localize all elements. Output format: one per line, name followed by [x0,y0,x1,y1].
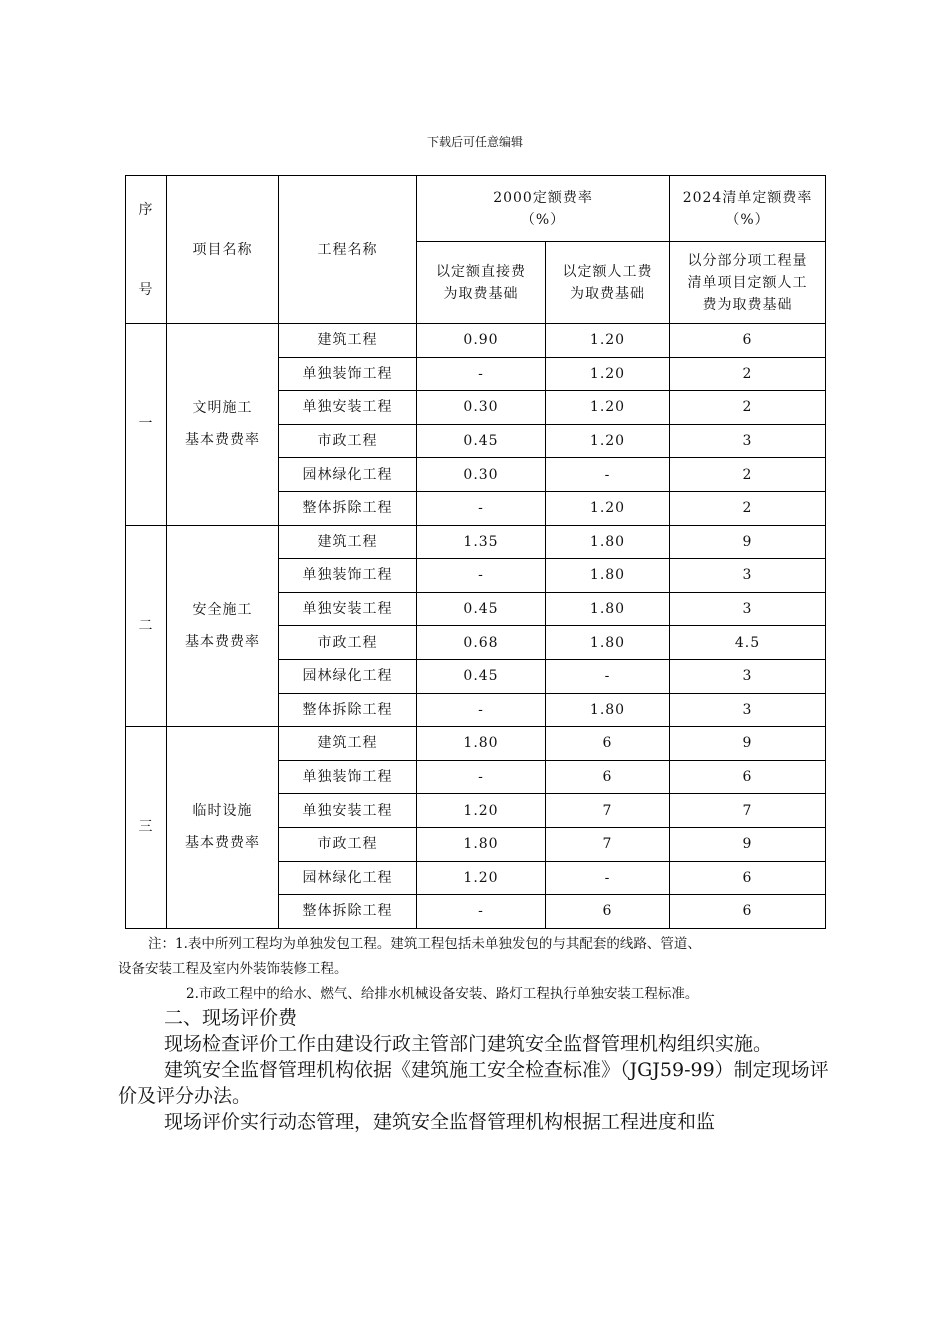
rate-list: 9 [670,827,826,861]
rate-list: 2 [670,391,826,425]
rate-list: 2 [670,491,826,525]
rate-list: 7 [670,794,826,828]
work-name: 单独安装工程 [279,592,417,626]
work-name: 整体拆除工程 [279,491,417,525]
rate-labor: 7 [546,794,670,828]
rate-labor: 1.80 [546,626,670,660]
paragraph-3: 现场评价实行动态管理，建筑安全监督管理机构根据工程进度和监 [164,1111,716,1133]
header-labor-cost-basis: 以定额人工费 为取费基础 [546,242,670,324]
rate-list: 3 [670,592,826,626]
work-name: 单独装饰工程 [279,559,417,593]
work-name: 建筑工程 [279,324,417,358]
table-notes [118,932,848,1007]
rate-direct: 1.20 [417,794,546,828]
work-name: 市政工程 [279,827,417,861]
rate-direct: 0.45 [417,424,546,458]
rate-labor: 1.20 [546,424,670,458]
rate-labor: 1.20 [546,324,670,358]
section-title: 二、现场评价费 [164,1007,298,1029]
rate-list: 3 [670,424,826,458]
rate-list: 3 [670,659,826,693]
header-work-name: 工程名称 [279,176,417,324]
section-seq: 二 [126,525,167,727]
rate-labor: - [546,659,670,693]
rate-list: 3 [670,693,826,727]
rate-direct: 1.80 [417,827,546,861]
section-seq: 三 [126,727,167,929]
paragraph-2: 建筑安全监督管理机构依据《建筑施工安全检查标准》（JGJ59-99）制定现场评价及评分办法。 [118,1059,829,1107]
rate-list: 2 [670,357,826,391]
rate-list: 2 [670,458,826,492]
rate-direct: 0.90 [417,324,546,358]
rate-labor: 1.80 [546,559,670,593]
body-text [118,1005,838,1135]
page-header: 下载后可任意编辑 [426,135,523,149]
rate-labor: 6 [546,727,670,761]
work-name: 园林绿化工程 [279,458,417,492]
rate-list: 9 [670,727,826,761]
work-name: 单独安装工程 [279,794,417,828]
header-project-name: 项目名称 [167,176,279,324]
rate-labor: 1.80 [546,592,670,626]
table-row [126,324,826,358]
rate-labor: 1.80 [546,525,670,559]
work-name: 建筑工程 [279,525,417,559]
rate-list: 6 [670,895,826,929]
rate-list: 6 [670,760,826,794]
rate-labor: 1.20 [546,357,670,391]
paragraph-1: 现场检查评价工作由建设行政主管部门建筑安全监督管理机构组织实施。 [164,1033,773,1055]
header-2000-rate: 2000定额费率 （%） [417,176,670,242]
section-seq: 一 [126,324,167,526]
note-2: 2.市政工程中的给水、燃气、给排水机械设备安装、路灯工程执行单独安装工程标准。 [186,986,699,1002]
rate-labor: 6 [546,895,670,929]
note-1: 注：1.表中所列工程均为单独发包工程。建筑工程包括未单独发包的与其配套的线路、管道、 [148,936,701,952]
rate-direct: - [417,559,546,593]
rate-direct: - [417,760,546,794]
table-row [126,525,826,559]
rate-labor: - [546,861,670,895]
rate-direct: - [417,357,546,391]
work-name: 市政工程 [279,626,417,660]
table-row [126,727,826,761]
rate-direct: - [417,895,546,929]
rate-direct: 1.80 [417,727,546,761]
rate-direct: 1.35 [417,525,546,559]
note-1-cont: 设备安装工程及室内外装饰装修工程。 [118,961,348,977]
fee-rate-table [125,175,826,929]
rate-labor: 1.20 [546,491,670,525]
work-name: 单独装饰工程 [279,357,417,391]
work-name: 市政工程 [279,424,417,458]
section-name: 安全施工 基本费费率 [167,525,279,727]
section-name: 临时设施 基本费费率 [167,727,279,929]
rate-direct: 1.20 [417,861,546,895]
work-name: 单独装饰工程 [279,760,417,794]
work-name: 园林绿化工程 [279,659,417,693]
rate-list: 6 [670,324,826,358]
rate-list: 9 [670,525,826,559]
work-name: 整体拆除工程 [279,895,417,929]
work-name: 单独安装工程 [279,391,417,425]
rate-direct: 0.68 [417,626,546,660]
rate-direct: - [417,491,546,525]
work-name: 整体拆除工程 [279,693,417,727]
rate-direct: 0.45 [417,659,546,693]
header-seq: 序 号 [126,176,167,324]
rate-direct: 0.30 [417,458,546,492]
rate-direct: - [417,693,546,727]
rate-direct: 0.30 [417,391,546,425]
rate-labor: 7 [546,827,670,861]
header-list-labor-basis: 以分部分项工程量 清单项目定额人工 费为取费基础 [670,242,826,324]
rate-list: 3 [670,559,826,593]
rate-list: 4.5 [670,626,826,660]
section-name: 文明施工 基本费费率 [167,324,279,526]
rate-list: 6 [670,861,826,895]
header-2024-rate: 2024清单定额费率 （%） [670,176,826,242]
rate-direct: 0.45 [417,592,546,626]
work-name: 建筑工程 [279,727,417,761]
header-direct-cost-basis: 以定额直接费 为取费基础 [417,242,546,324]
rate-labor: 1.80 [546,693,670,727]
work-name: 园林绿化工程 [279,861,417,895]
rate-labor: 6 [546,760,670,794]
rate-labor: - [546,458,670,492]
rate-labor: 1.20 [546,391,670,425]
